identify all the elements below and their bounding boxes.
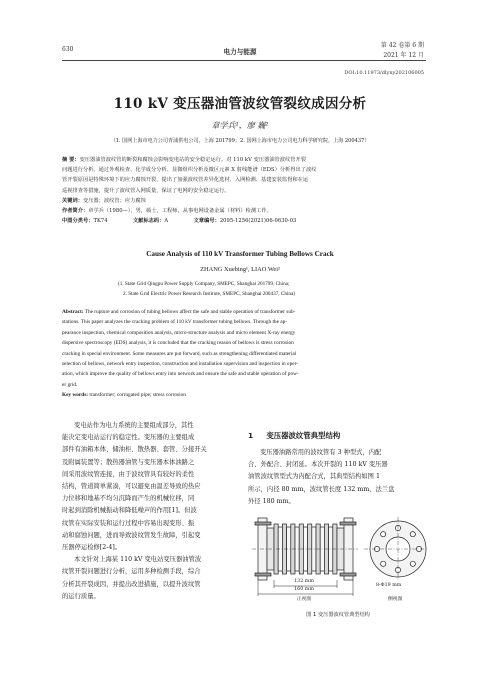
abstract-en-line: The rupture and corrosion of tubing bellows affect the safe and stable operation of transformer sub-	[84, 309, 296, 315]
article-id: 2095-1256(2021)06-0630-03	[219, 218, 297, 225]
body-line: 结构，管道简单紧凑，可以避免由温差导致的热应	[62, 483, 201, 491]
journal-name: 电力与能源	[223, 48, 257, 56]
title-en: Cause Analysis of 110 kV Transformer Tubing Bellows Crack	[146, 250, 334, 258]
body-line: 所示，内径 80 mm，波纹管长度 132 mm，法兰盘	[248, 485, 395, 493]
abstract-en-label: Abstract:	[62, 309, 84, 315]
keywords-en-label: Key words:	[62, 392, 89, 399]
body-line: 外径 180 mm。	[248, 497, 295, 505]
figure-1-caption: 图 1 变压器波纹管典型结构	[306, 612, 370, 618]
dim-label-outer: 160 mm	[294, 587, 314, 592]
abstract-en-line: ation, which improve the quality of bellows entry into network and ensure the safe and stable operation of pow-	[62, 371, 299, 378]
body-line: 变压器油路常用的波纹管有 3 种型式，内配	[260, 449, 382, 456]
keywords-cn-label: 关键词：	[62, 197, 83, 204]
abstract-cn-line: 管开裂原因是特殊环境下的应力腐蚀开裂，提出了加强波纹管差异化选材、入网检测、基建安装监督和在运	[62, 177, 309, 184]
author-info-label: 作者简介：	[62, 208, 89, 215]
body-line: 力位移和地基不均匀沉降而产生的机械位移，同	[62, 495, 195, 503]
abstract-cn-line: 问题进行分析，通过外观检查、化学成分分析、显微组织分析及微区元素 X 射线能谱（EDS）分析得出了波纹	[62, 167, 317, 174]
abstract-en-line: cracking in special environment. Some measures are put forward, such as strengthening differentiated material	[62, 350, 297, 357]
authors-en: ZHANG Xuebing¹, LIAO Wei²	[200, 266, 280, 273]
body-line: 纹管在实际安装和运行过程中容易出现变形、振	[62, 519, 195, 527]
abstract-en-line: stations. This paper analyzes the cracking problem of 110 kV transformer tubing bellows. Through the ap-	[62, 319, 288, 326]
label-bolt-holes: 8-Φ19 mm	[376, 583, 402, 588]
abstract-en	[62, 307, 428, 401]
label-side-view: 侧视图	[388, 597, 403, 602]
page-number: 630	[62, 46, 74, 53]
keywords-en: transformer; corrugated pipe; stress corrosion	[89, 392, 186, 399]
body-line: 合、外配合、封闭延。本次开裂的 110 kV 变压器	[248, 461, 388, 469]
body-line: 能决定变电站运行的稳定性。变压器的主要组成	[62, 434, 195, 442]
body-line: 分析其开裂成因，并提出改进措施，以提升波纹管	[62, 580, 201, 588]
dim-label-inner: 132 mm	[294, 579, 314, 584]
clc-code: TK74	[93, 218, 108, 225]
body-line: 压器停运检修[2-4]。	[62, 544, 122, 552]
body-left-column	[62, 420, 238, 603]
affiliation-en-line: (1. State Grid Qingpu Power Supply Company, SMEPC, Shanghai 201799, China;	[118, 281, 290, 287]
section-1-title: 变压器波纹管典型结构	[266, 431, 341, 440]
volume-issue: 第 42 卷第 6 期	[380, 42, 424, 49]
abstract-cn-line: 巡视排查等措施，提升了波纹管入网质量，保证了电网的安全稳定运行。	[62, 187, 230, 194]
abstract-en-line: selection of bellows, network entry inspection, construction and installation supervision and inspection in oper-	[62, 361, 298, 368]
doc-code-label: 文献标志码：	[132, 218, 165, 225]
body-line: 变电站作为电力系统的主要组成部分，其性	[74, 422, 194, 429]
label-front-view: 正视图	[296, 597, 312, 602]
abstract-cn	[62, 155, 428, 226]
section-1-text	[248, 447, 428, 508]
side-view	[364, 517, 428, 581]
abstract-cn-line: 变压器油管波纹管的断裂和腐蚀会影响变电站的安全稳定运行。对 110 kV 变压器油管波纹管开裂	[79, 157, 306, 163]
affiliation-en-line: 2. State Grid Electric Power Research Institute, SMEPC, Shanghai 200437, China)	[123, 290, 296, 297]
author-info: 章学兵（1980—），男，硕士，工程师，从事电网设备金属（材料）检测工作。	[88, 208, 272, 215]
abstract-en-line: er grid.	[62, 381, 78, 388]
body-line: 的运行质量。	[62, 592, 100, 600]
body-line: 油管波纹管型式为内配合式，其典型结构如图 1	[248, 473, 380, 481]
section-1-heading	[248, 430, 340, 441]
keywords-cn: 变压器；波纹管；应力腐蚀	[82, 197, 146, 204]
section-1-number: 1	[248, 431, 254, 440]
body-line: 纹管开裂问题进行分析，运用多种检测手段，综合	[62, 568, 201, 576]
doi: DOI:10.11973/dlyny202106005	[344, 70, 424, 76]
header-rule	[62, 60, 426, 61]
article-id-label: 文章编号：	[193, 218, 220, 225]
body-line: 时起到消除机械振动和降低噪声的作用[1]。但波	[62, 507, 197, 515]
issue-date: 2021 年 12 月	[383, 52, 424, 59]
abstract-cn-label: 摘 要：	[62, 157, 80, 163]
authors-cn: 章学兵¹，廖 巍²	[211, 121, 269, 130]
title-cn: 110 kV 变压器油管波纹管裂纹成因分析	[113, 96, 367, 112]
clc-label: 中图分类号：	[62, 218, 94, 225]
affiliations-cn: （1. 国网上海市电力公司青浦供电公司，上海 201799；2. 国网上海市电力公司电力科学研究院，上海 200437）	[110, 138, 370, 144]
body-line: 及附属装置等；散热器油管与变压器本体油路之	[62, 458, 195, 466]
body-line: 间采用波纹管连接，由于波纹管具有较好的柔性	[62, 470, 195, 478]
body-line: 动和腐蚀问题，进而导致波纹管发生故障，引起变	[62, 531, 201, 539]
abstract-en-line: pearance inspection, chemical composition analysis, micro-structure analysis and micro element X-ray energy	[62, 329, 296, 336]
affiliations-en	[118, 280, 295, 299]
body-line: 本文针对上海某 110 kV 变电站变压器油管波	[74, 556, 202, 564]
doc-code: A	[164, 218, 169, 225]
body-line: 部件有油箱本体、储油柜、散热器、套管、分接开关	[62, 446, 207, 454]
abstract-en-line: dispersive spectroscopy (EDS) analysis, it is concluded that the cracking reason of bellows is stress corrosion	[62, 340, 294, 347]
